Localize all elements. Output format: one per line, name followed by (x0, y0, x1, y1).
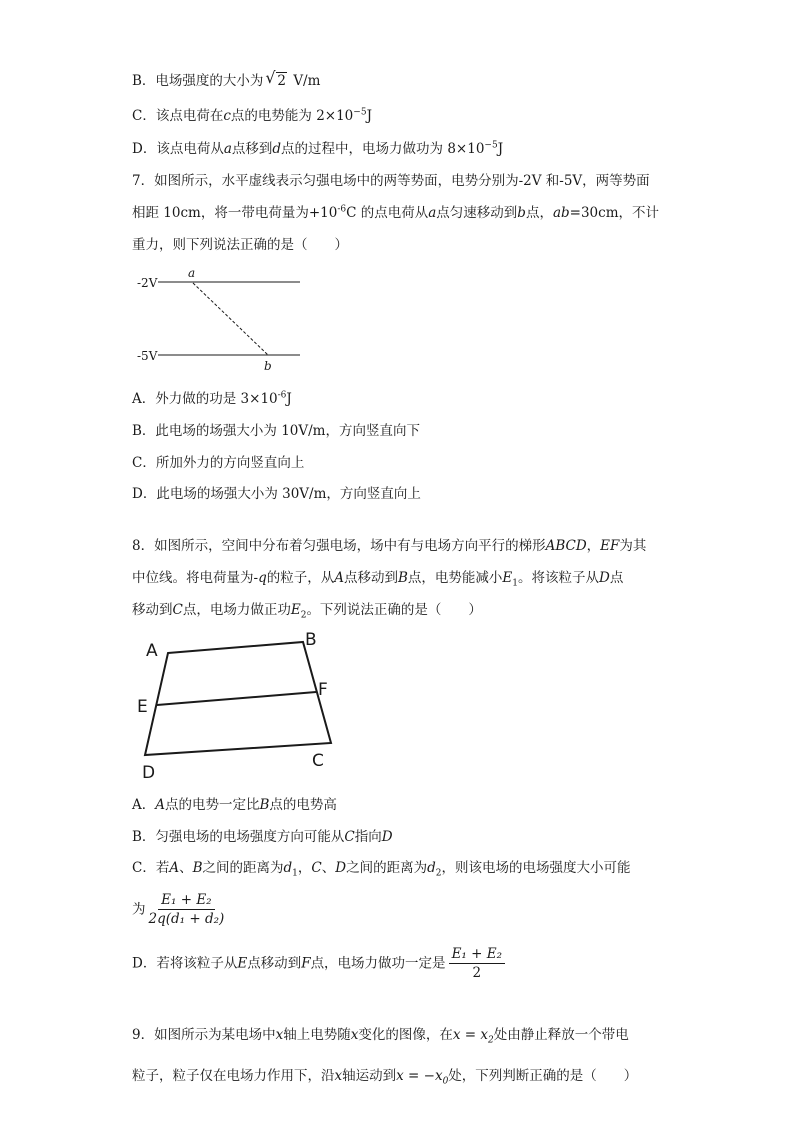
q8-option-d: D．若将该粒子从E点移动到F点，电场力做功一定是 $\frac{\text{E₁ + E₂}}{2}$ (132, 946, 508, 981)
sqrt-symbol: √ 2 (265, 68, 287, 89)
q7-label-top-potential: -2V (137, 276, 158, 290)
q8-option-c: C．若A、B之间的距离为$d_1$，C、D之间的距离为$d_2$，则该电场的电场强度大小可能 (132, 860, 631, 879)
q7-option-a: A．外力做的功是 $3\times 10^{-6}J$ (132, 390, 292, 407)
q9-stem-line-1: 9．如图所示为某电场中x轴上电势随x变化的图像，在$x = x_2$处由静止释放一个带电 (132, 1027, 629, 1046)
q6-option-c: C．该点电荷在c点的电势能为 $2\times 10^{-5}J$ (132, 107, 372, 124)
q8-option-b: B．匀强电场的电场强度方向可能从C指向D (132, 829, 393, 845)
q7-option-d: D．此电场的场强大小为 30V/m，方向竖直向上 (132, 486, 421, 502)
q8-point-e-label: E (137, 697, 148, 717)
q7-option-b: B．此电场的场强大小为 10V/m，方向竖直向下 (132, 423, 420, 439)
q8-option-c-formula-line: 为 $\frac{\text{E₁ + E₂}}{\text{2q(d₁ + d₂)}}$ (132, 892, 225, 927)
q8-vertex-a-label: A (146, 641, 158, 661)
q9-stem-line-2: 粒子，粒子仅在电场力作用下，沿x轴运动到$x = -x_0$处，下列判断正确的是（ ） (132, 1068, 638, 1087)
q8-option-d-fraction: $\frac{\text{E₁ + E₂}}{2}$ (449, 946, 505, 981)
q6-option-d: D．该点电荷从a点移到d点的过程中，电场力做功为 $8\times 10^{-5}J$ (132, 140, 504, 157)
q8-point-f-label: F (318, 680, 328, 700)
q7-stem-line-3: 重力，则下列说法正确的是（ ） (132, 237, 348, 253)
q8-midline-ef (157, 692, 316, 705)
q7-label-bottom-potential: -5V (137, 349, 158, 363)
q8-option-c-fraction: $\frac{\text{E₁ + E₂}}{\text{2q(d₁ + d₂)}}$ (148, 892, 225, 927)
q8-option-a: A．A点的电势一定比B点的电势高 (132, 797, 337, 813)
q8-vertex-b-label: B (305, 630, 317, 650)
q7-option-c: C．所加外力的方向竖直向上 (132, 455, 305, 471)
q7-point-b-label: b (264, 359, 272, 373)
q8-vertex-c-label: C (312, 751, 324, 771)
q8-vertex-d-label: D (142, 763, 156, 783)
q8-stem-line-3: 移动到C点，电场力做正功$E_2$。下列说法正确的是（ ） (132, 602, 482, 621)
q7-point-a-label: a (188, 266, 196, 280)
q7-stem-line-1: 7．如图所示，水平虚线表示匀强电场中的两等势面，电势分别为-2V 和-5V，两等势面 (132, 173, 650, 189)
q8-stem-line-2: 中位线。将电荷量为-q的粒子，从A点移动到B点，电势能减小$E_1$。将该粒子从D点 (132, 570, 624, 589)
q6-option-b: B．电场强度的大小为 √ 2 V/m (132, 68, 321, 89)
q7-stem-line-2: 相距 10cm，将一带电荷量为$+10^{-6}C$ 的点电荷从a点匀速移动到b点，ab=30cm，不计 (132, 204, 660, 221)
q8-stem-line-1: 8．如图所示，空间中分布着匀强电场，场中有与电场方向平行的梯形ABCD，EF为其 (132, 538, 647, 554)
